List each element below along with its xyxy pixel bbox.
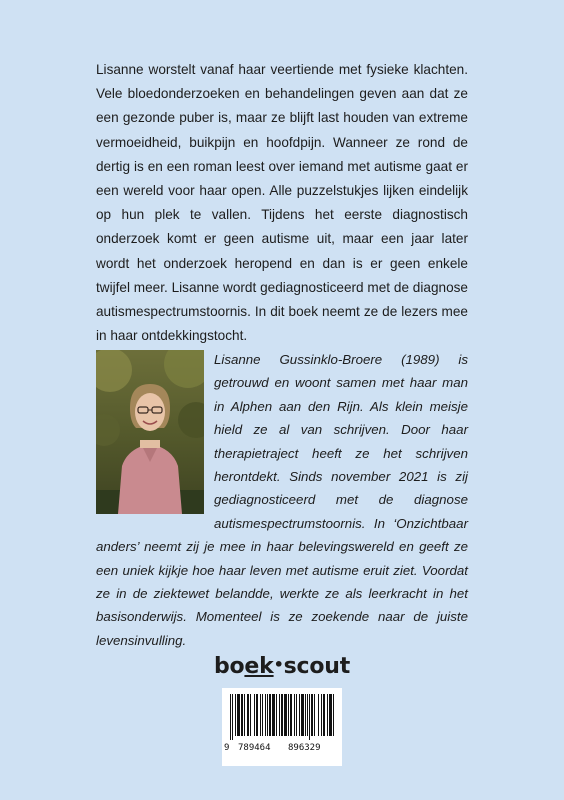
barcode-bar [281,694,283,736]
barcode-bar [290,694,292,736]
back-cover-blurb: Lisanne worstelt vanaf haar veertiende met fysieke klachten. Vele bloedonderzoeken en behandelingen geven aan dat ze een gezonde puber is, maar ze blijft last houden van extreme vermoeidheid, buikpijn en hoofdpijn. Wanneer ze rond de dertig is en een roman leest over iemand met autisme gaat er een wereld voor haar open. Alle puzzelstukjes lijken eindelijk op hun plek te vallen. Tijdens het eerste diagnostisch onderzoek komt er geen autisme uit, maar een jaar later wordt het onderzoek heropend en dan is er geen enkele twijfel meer. Lisanne wordt gediagnosticeerd met de diagnose autismespectrumstoornis. In dit boek neemt ze de lezers mee in haar ontdekkingstocht. [96,62,468,344]
barcode-bar [247,694,249,736]
barcode-bar [284,694,287,736]
barcode-bar [329,694,332,736]
barcode-bar [244,694,245,736]
barcode-bar [321,694,322,736]
barcode-bar [232,694,233,740]
barcode-bar [250,694,251,736]
isbn-group-2: 896329 [288,743,321,753]
isbn-lead-digit: 9 [224,743,230,753]
barcode-bar [299,694,300,736]
publisher-logo-part1: bo [213,654,245,679]
barcode-bar [267,694,268,736]
barcode-bar [327,694,328,736]
barcode-bar [314,694,315,736]
barcode-bar [309,694,310,740]
barcode-bar [276,694,277,736]
barcode-bar [288,694,289,736]
publisher-logo-part3: scout [283,654,351,679]
barcode-bar [265,694,266,736]
barcode-bar [230,694,231,740]
barcode-bar [307,694,308,736]
barcode-bars [230,694,334,740]
barcode-bar [269,694,271,736]
barcode-bar [294,694,295,736]
barcode-bar [254,694,255,736]
barcode-bar [296,694,297,736]
barcode-bar [241,694,243,736]
barcode-bar [272,694,275,736]
barcode-bar [260,694,261,736]
barcode-bar [256,694,258,736]
publisher-logo-part2: ek [244,654,274,679]
barcode-bar [318,694,319,736]
barcode-bar [235,694,236,736]
author-bio: Lisanne Gussinklo-Broere (1989) is getrouwd en woont samen met haar man in Alphen aan den Rijn. Als klein meisje hield ze al van schrijven. Door haar therapietraject heeft ze het schrijven herontdekt. Sinds november 2021 is zij gediagnosticeerd met de diagnose autismespectrumstoornis. In ‘Onzichtbaar anders’ neemt zij je mee in haar belevingswereld en geeft ze een uniek kijkje hoe haar leven met autisme eruit ziet. Voordat ze in de ziektewet belandde, werkte ze als leerkracht in het basisonderwijs. Momenteel is ze zoekende naar de juiste levensinvulling. [96,352,468,648]
barcode-bar [237,694,240,736]
barcode-bar [301,694,304,736]
barcode-bar [279,694,280,736]
barcode-bar [333,694,334,736]
barcode-bar [262,694,263,736]
barcode-bar [311,694,313,736]
barcode-bar [305,694,306,736]
isbn-barcode [222,688,342,766]
publisher-logo-separator: • [273,655,284,674]
publisher-logo [0,654,564,679]
barcode-bar [323,694,325,736]
isbn-group-1: 789464 [238,743,271,753]
